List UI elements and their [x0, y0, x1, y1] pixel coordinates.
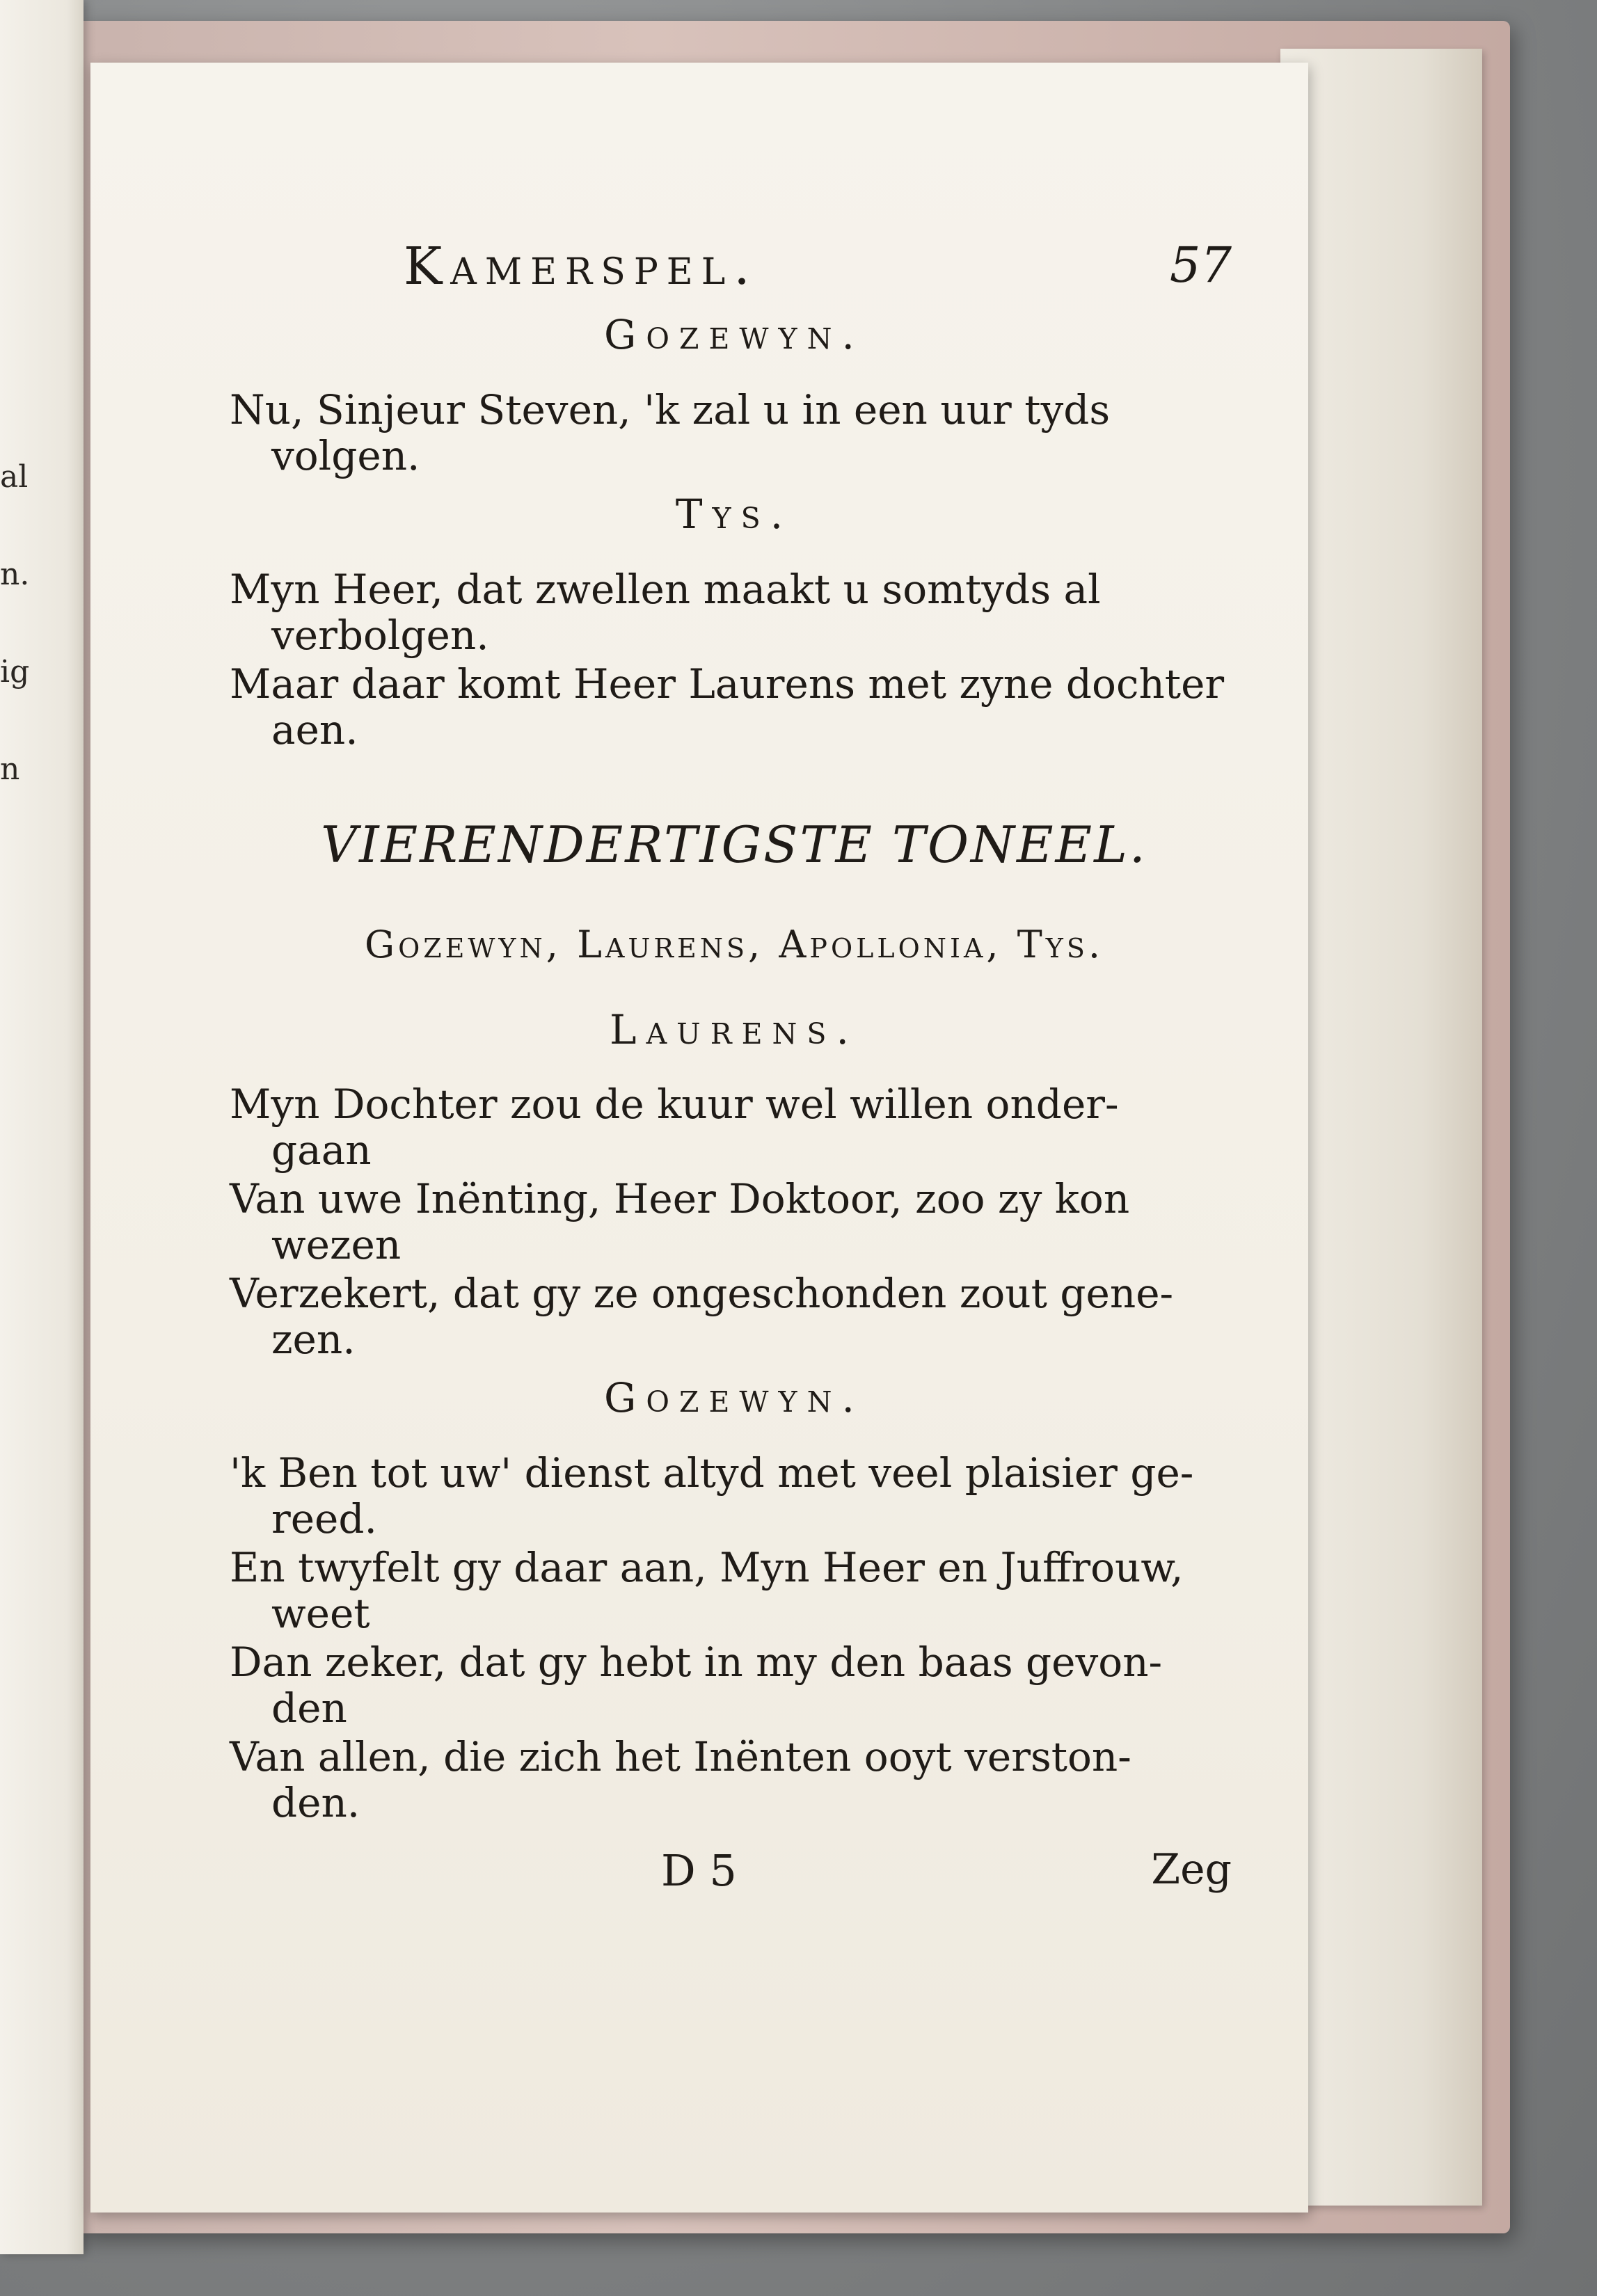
- verse-continuation: verbolgen.: [271, 611, 489, 659]
- verse-text: Van uwe Inënting, Heer Doktoor, zoo zy kon: [230, 1175, 1130, 1223]
- verse-line: [230, 1270, 1239, 1362]
- left-fragment: al: [0, 459, 29, 495]
- verse-text: Nu, Sinjeur Steven, 'k zal u in een uur tyds: [230, 385, 1111, 433]
- left-fragment: n.: [0, 557, 30, 592]
- verse-continuation: gaan: [271, 1126, 372, 1174]
- speaker-heading: Tys.: [675, 490, 793, 538]
- verse-line: [230, 1639, 1239, 1731]
- verse-continuation: weet: [271, 1590, 370, 1638]
- verse-text: Myn Dochter zou de kuur wel willen onder-: [230, 1081, 1119, 1129]
- verse-continuation: volgen.: [271, 431, 420, 479]
- verse-text: Van allen, die zich het Inënten ooyt verston-: [230, 1733, 1131, 1781]
- speaker-heading: Gozewyn.: [604, 311, 864, 358]
- cast-list: Gozewyn, Laurens, Apollonia, Tys.: [364, 922, 1104, 966]
- verse-text: Dan zeker, dat gy hebt in my den baas gevon-: [230, 1639, 1163, 1687]
- verse-line: [230, 1734, 1239, 1826]
- verse-text: Verzekert, dat gy ze ongeschonden zout gene-: [230, 1270, 1174, 1318]
- speaker-heading: Laurens.: [610, 1005, 859, 1053]
- verse-continuation: zen.: [271, 1316, 356, 1364]
- scene-title: VIERENDERTIGSTE TONEEL.: [321, 815, 1147, 874]
- verse-line: [230, 387, 1239, 479]
- running-title: Kamerspel.: [404, 237, 758, 296]
- previous-page-edge: [0, 0, 84, 2254]
- verse-continuation: wezen: [271, 1221, 402, 1269]
- verse-text: En twyfelt gy daar aan, Myn Heer en Juffrouw,: [230, 1544, 1184, 1592]
- verse-continuation: den: [271, 1684, 347, 1732]
- verse-continuation: aen.: [271, 705, 358, 754]
- verse-line: [230, 1176, 1239, 1268]
- running-head: [230, 237, 1239, 313]
- verse-text: Myn Heer, dat zwellen maakt u somtyds al: [230, 565, 1101, 613]
- page-edges: [1280, 49, 1482, 2206]
- verse-line: [230, 1081, 1239, 1173]
- verse-line: [230, 1545, 1239, 1636]
- verse-text: 'k Ben tot uw' dienst altyd met veel plaisier ge-: [230, 1449, 1194, 1497]
- verse-text: Maar daar komt Heer Laurens met zyne dochter: [230, 660, 1225, 708]
- left-fragment: n: [0, 751, 20, 787]
- verse-line: [230, 661, 1239, 753]
- page-footer: [230, 1845, 1239, 1901]
- verse-continuation: reed.: [271, 1495, 377, 1543]
- book-page: [90, 63, 1308, 2213]
- catchword: Zeg: [1151, 1845, 1232, 1895]
- page-number: 57: [1169, 237, 1232, 294]
- verse-line: [230, 566, 1239, 658]
- signature-mark: D 5: [661, 1845, 737, 1897]
- left-fragment: ig: [0, 654, 30, 689]
- page-text: [230, 237, 1239, 1901]
- verse-line: [230, 1450, 1239, 1542]
- verse-continuation: den.: [271, 1779, 360, 1827]
- speaker-heading: Gozewyn.: [604, 1374, 864, 1422]
